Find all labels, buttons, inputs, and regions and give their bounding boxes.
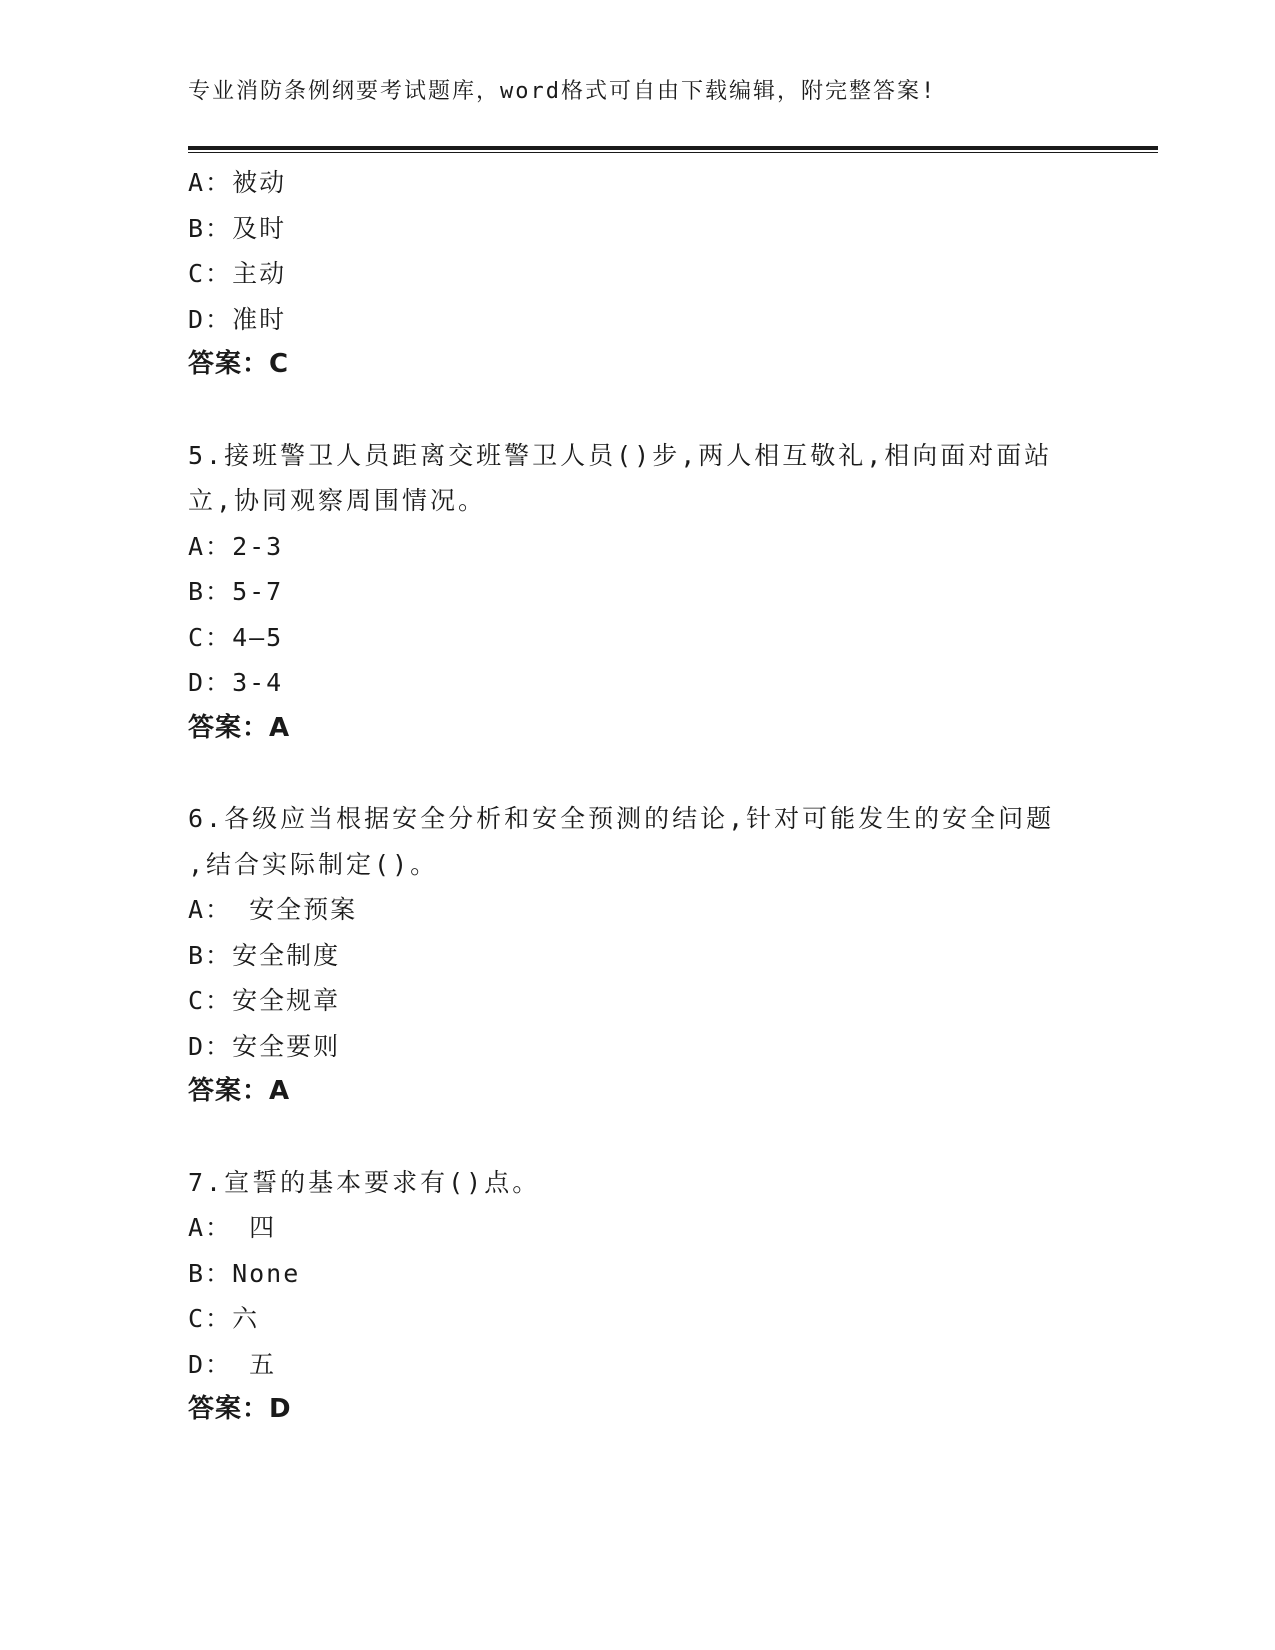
option-c (188, 978, 1088, 1024)
question-4-options (188, 160, 1088, 388)
answer-line: 答案：C (188, 349, 290, 379)
option-d (188, 297, 1088, 343)
option-text: 安全制度 (232, 940, 341, 970)
option-text: 5-7 (232, 577, 284, 606)
header-rule-thin (188, 152, 1158, 153)
option-label: D： (188, 668, 233, 697)
option-label: D： (188, 304, 233, 334)
option-label: A： (188, 168, 233, 197)
question-text-continued: ,结合实际制定()。 (188, 849, 439, 879)
option-label: C： (188, 259, 233, 288)
option-d (188, 1024, 1088, 1070)
option-a (188, 1205, 1088, 1251)
option-label: B： (188, 577, 233, 606)
option-text: None (232, 1258, 301, 1288)
option-label: D： (188, 1349, 233, 1379)
header-rule-thick (188, 146, 1158, 150)
option-label: C： (188, 622, 233, 652)
page-header: 专业消防条例纲要考试题库，word格式可自由下载编辑，附完整答案! (188, 79, 937, 104)
option-text: 五 (232, 1349, 277, 1379)
option-d (188, 660, 1088, 706)
option-text: 安全预案 (232, 895, 358, 924)
answer-line: 答案：D (188, 1394, 292, 1424)
option-text: 四 (232, 1213, 277, 1242)
option-text: 及时 (232, 213, 287, 243)
question-7 (188, 1160, 1088, 1433)
option-label: A： (188, 1213, 233, 1242)
option-c (188, 251, 1088, 297)
option-text: 六 (232, 1304, 260, 1333)
option-label: A： (188, 895, 233, 924)
question-text-continued: 立,协同观察周围情况。 (188, 486, 487, 515)
option-label: D： (188, 1031, 233, 1061)
option-text: 安全规章 (232, 986, 341, 1015)
option-b (188, 1251, 1088, 1297)
question-6 (188, 796, 1088, 1115)
option-text: 准时 (232, 304, 287, 334)
option-a (188, 160, 1088, 206)
question-5 (188, 433, 1088, 752)
option-a (188, 887, 1088, 933)
question-text: 6.各级应当根据安全分析和安全预测的结论,针对可能发生的安全问题 (188, 804, 1055, 833)
question-text: 5.接班警卫人员距离交班警卫人员()步,两人相互敬礼,相向面对面站 (188, 440, 1053, 470)
option-a (188, 524, 1088, 570)
question-text: 7.宣誓的基本要求有()点。 (188, 1167, 541, 1197)
option-text: 3-4 (232, 668, 284, 697)
option-c (188, 615, 1088, 661)
option-label: B： (188, 1258, 233, 1288)
option-text: 4—5 (232, 622, 284, 652)
option-text: 主动 (232, 259, 287, 288)
option-label: B： (188, 940, 233, 970)
option-label: B： (188, 213, 233, 243)
option-label: C： (188, 1304, 233, 1333)
option-b (188, 206, 1088, 252)
option-label: C： (188, 986, 233, 1015)
option-label: A： (188, 531, 233, 561)
question-list (188, 160, 1088, 1433)
option-text: 被动 (232, 168, 287, 197)
option-b (188, 569, 1088, 615)
option-text: 安全要则 (232, 1031, 341, 1061)
option-b (188, 933, 1088, 979)
option-d (188, 1342, 1088, 1388)
answer-line: 答案：A (188, 712, 291, 743)
option-text: 2-3 (232, 531, 284, 561)
answer-line: 答案：A (188, 1076, 291, 1106)
option-c (188, 1296, 1088, 1342)
